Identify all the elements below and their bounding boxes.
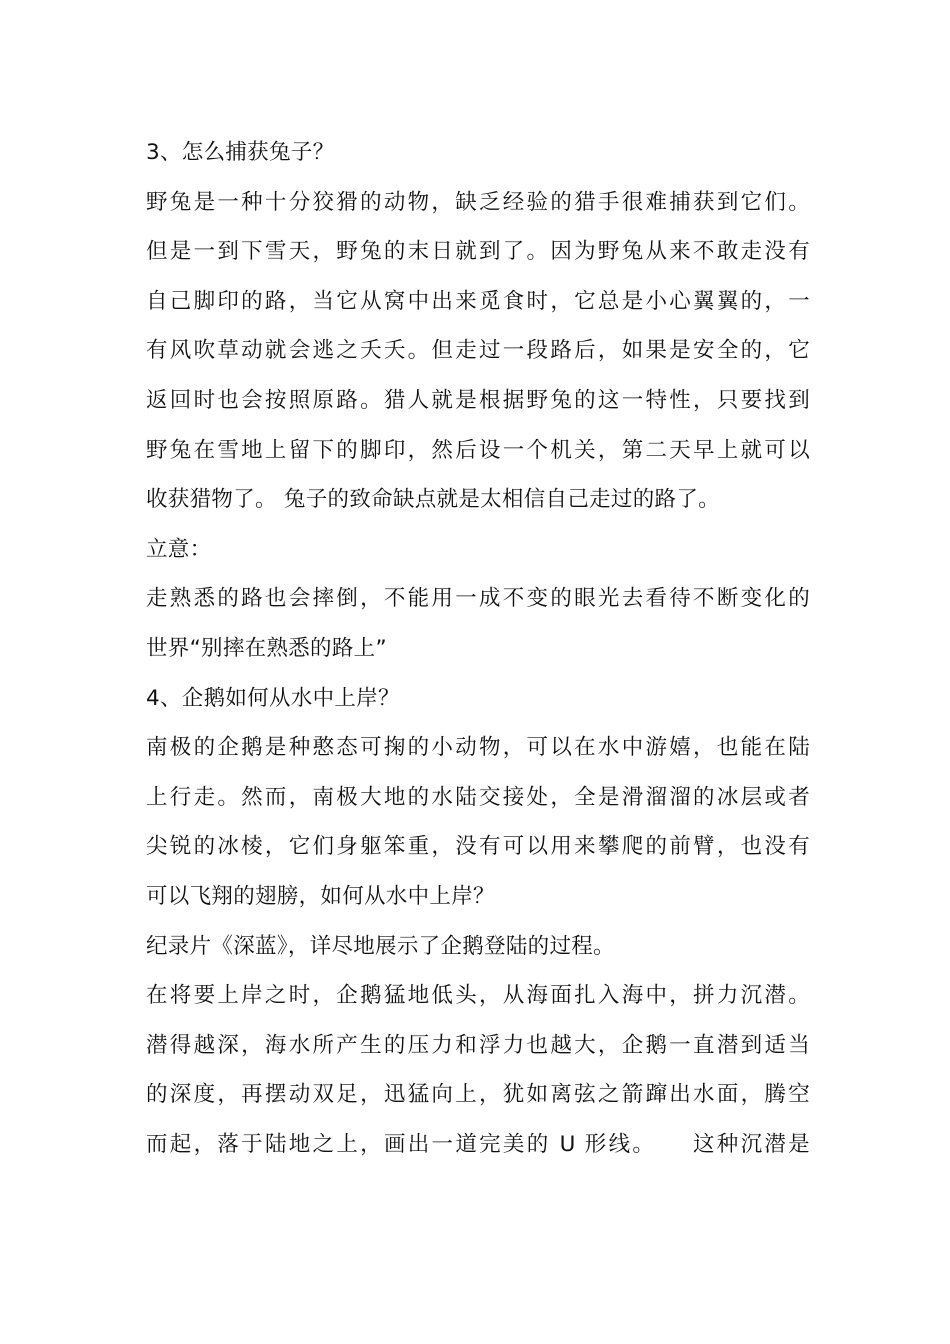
theme-label: 立意： xyxy=(146,536,212,562)
paragraph-line: 而起，落于陆地之上，画出一道完美的 U 形线。 这种沉潜是 xyxy=(146,1131,810,1157)
paragraph-line: 上行走。然而，南极大地的水陆交接处，全是滑溜溜的冰层或者 xyxy=(146,784,810,810)
paragraph-line: 可以飞翔的翅膀，如何从水中上岸？ xyxy=(146,883,495,909)
paragraph-line: 世界“别摔在熟悉的路上” xyxy=(146,635,387,661)
paragraph-line: 返回时也会按照原路。猎人就是根据野兔的这一特性，只要找到 xyxy=(146,387,810,413)
paragraph-line: 潜得越深，海水所产生的压力和浮力也越大，企鹅一直潜到适当 xyxy=(146,1032,810,1058)
paragraph-line: 走熟悉的路也会摔倒，不能用一成不变的眼光去看待不断变化的 xyxy=(146,586,810,612)
paragraph-line: 收获猎物了。 兔子的致命缺点就是太相信自己走过的路了。 xyxy=(146,487,720,513)
paragraph-line: 南极的企鹅是种憨态可掬的小动物，可以在水中游嬉，也能在陆 xyxy=(146,735,810,761)
heading-rabbit: 3、怎么捕获兔子？ xyxy=(146,140,335,165)
paragraph-line: 在将要上岸之时，企鹅猛地低头，从海面扎入海中，拼力沉潜。 xyxy=(146,983,810,1009)
heading-penguin: 4、企鹅如何从水中上岸？ xyxy=(146,685,400,711)
paragraph-line: 的深度，再摆动双足，迅猛向上，犹如离弦之箭蹿出水面，腾空 xyxy=(146,1082,810,1108)
paragraph-line: 自己脚印的路，当它从窝中出来觅食时，它总是小心翼翼的，一 xyxy=(146,288,810,314)
paragraph-line: 尖锐的冰棱，它们身躯笨重，没有可以用来攀爬的前臂，也没有 xyxy=(146,834,810,860)
paragraph-line: 有风吹草动就会逃之夭夭。但走过一段路后，如果是安全的，它 xyxy=(146,338,810,364)
paragraph-line: 纪录片《深蓝》，详尽地展示了企鹅登陆的过程。 xyxy=(146,933,615,959)
paragraph-line: 野兔是一种十分狡猾的动物，缺乏经验的猎手很难捕获到它们。 xyxy=(146,189,810,215)
body-text xyxy=(146,128,810,1169)
paragraph-line: 野兔在雪地上留下的脚印，然后设一个机关，第二天早上就可以 xyxy=(146,437,810,463)
paragraph-line: 但是一到下雪天，野兔的末日就到了。因为野兔从来不敢走没有 xyxy=(146,239,810,265)
